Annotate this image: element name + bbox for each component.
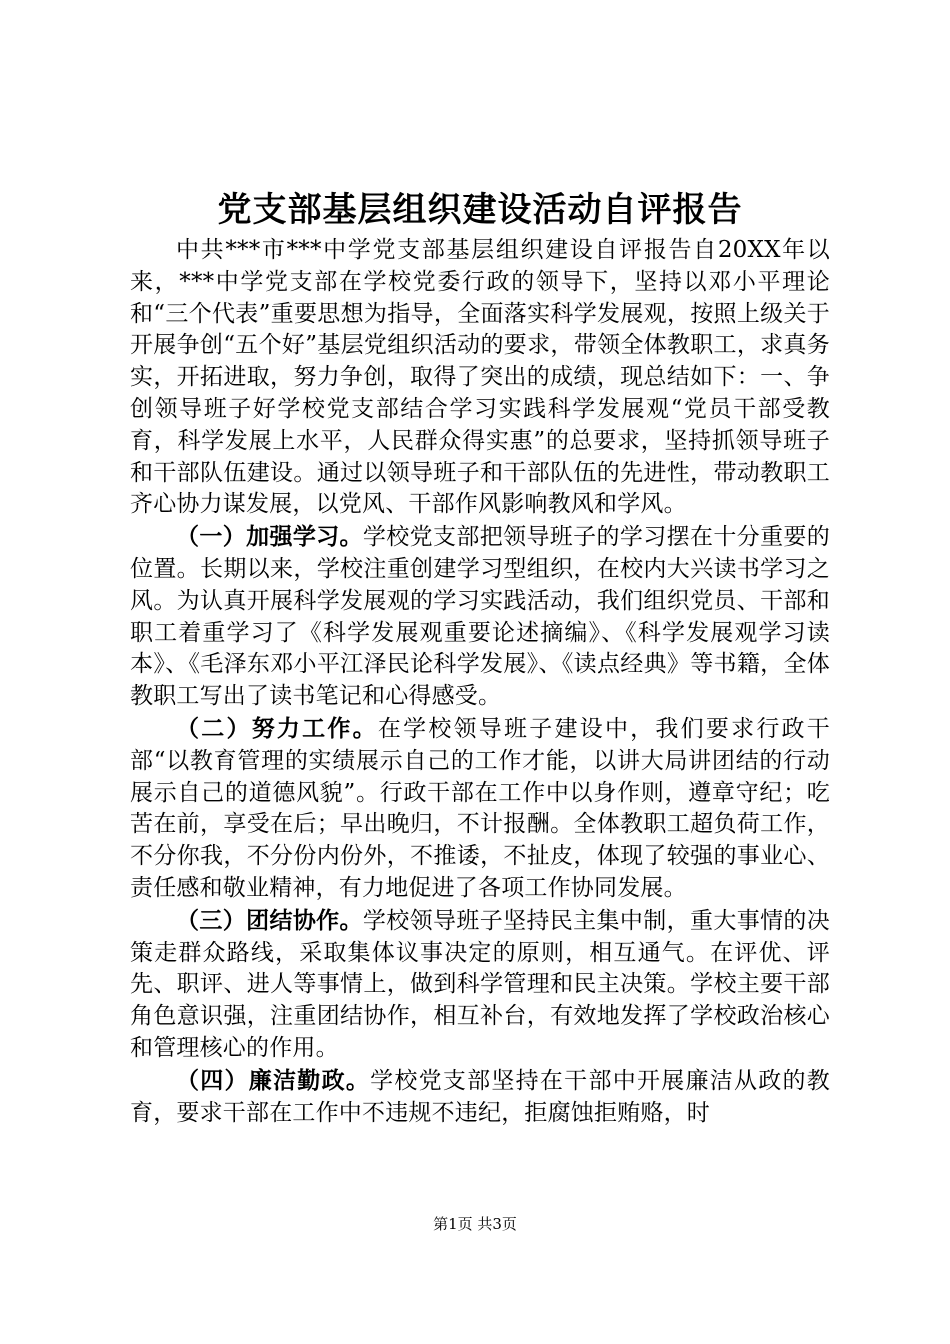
paragraph-section-4	[130, 1065, 830, 1130]
paragraph-lead: （二）努力工作。	[176, 714, 378, 742]
paragraph-section-3	[130, 905, 830, 1065]
paragraph-lead: （四）廉洁勤政。	[176, 1066, 371, 1094]
paragraph-lead: （一）加强学习。	[176, 523, 363, 551]
paragraph-section-1	[130, 521, 830, 713]
paragraph-section-2	[130, 713, 830, 905]
paragraph-lead: （三）团结协作。	[176, 906, 363, 934]
paragraph-text: 学校领导班子坚持民主集中制，重大事情的决策走群众路线，采取集体议事决定的原则，相互通气。在评优、评先、职评、进人等事情上，做到科学管理和民主决策。学校主要干部角色意识强，注重团结协作，相互补台，有效地发挥了学校政治核心和管理核心的作用。	[130, 907, 830, 1061]
document-title: 党支部基层组织建设活动自评报告	[217, 190, 743, 230]
page-footer: 第1页 共3页	[433, 1215, 517, 1233]
paragraph-text: 学校党支部把领导班子的学习摆在十分重要的位置。长期以来，学校注重创建学习型组织，在校内大兴读书学习之风。为认真开展科学发展观的学习实践活动，我们组织党员、干部和职工着重学习了《科学发展观重要论述摘编》、《科学发展观学习读本》、《毛泽东邓小平江泽民论科学发展》、《读点经典》等书籍，全体教职工写出了读书笔记和心得感受。	[130, 524, 830, 710]
paragraph-text: 中共***市***中学党支部基层组织建设自评报告自20XX年以来，***中学党支部在学校党委行政的领导下，坚持以邓小平理论和“三个代表”重要思想为指导，全面落实科学发展观，按照上级关于开展争创“五个好”基层党组织活动的要求，带领全体教职工，求真务实，开拓进取，努力争创，取得了突出的成绩，现总结如下：一、争创领导班子好学校党支部结合学习实践科学发展观“党员干部受教育，科学发展上水平，人民群众得实惠”的总要求，坚持抓领导班子和干部队伍建设。通过以领导班子和干部队伍的先进性，带动教职工齐心协力谋发展，以党风、干部作风影响教风和学风。	[130, 237, 830, 518]
paragraph-intro	[130, 234, 830, 521]
paragraph-text: 在学校领导班子建设中，我们要求行政干部“以教育管理的实绩展示自己的工作才能，以讲大局讲团结的行动展示自己的道德风貌”。行政干部在工作中以身作则，遵章守纪；吃苦在前，享受在后；早出晚归，不计报酬。全体教职工超负荷工作，不分你我，不分份内份外，不推诿，不扯皮，体现了较强的事业心、责任感和敬业精神，有力地促进了各项工作协同发展。	[130, 715, 830, 901]
document-body	[130, 234, 830, 1129]
paragraph-text: 学校党支部坚持在干部中开展廉洁从政的教育，要求干部在工作中不违规不违纪，拒腐蚀拒贿赂，时	[130, 1067, 830, 1126]
